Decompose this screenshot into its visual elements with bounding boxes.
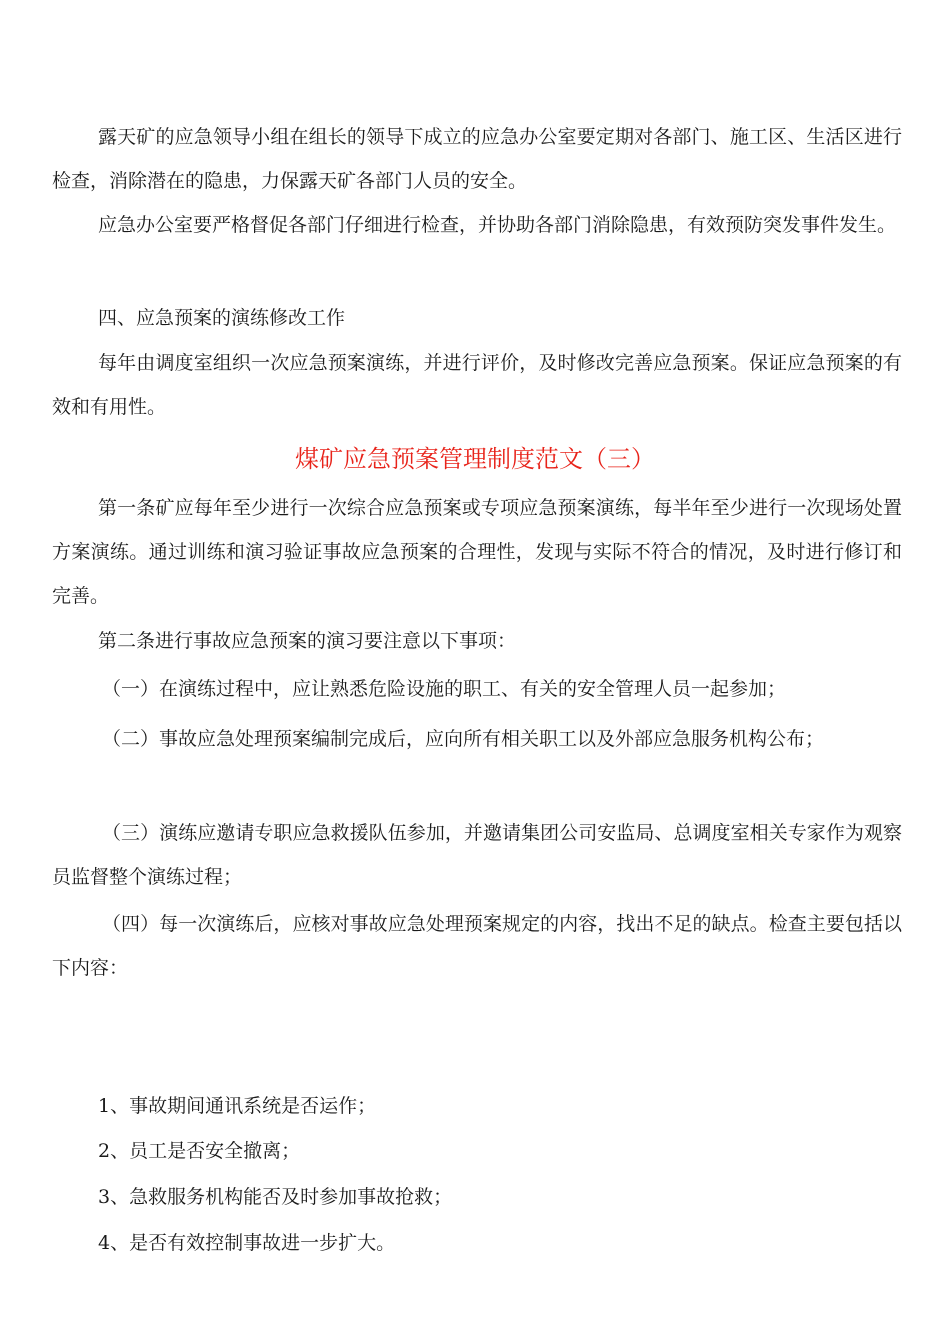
checklist-item: 4、是否有效控制事故进一步扩大。 xyxy=(98,1232,396,1254)
paragraph-item-four: （四）每一次演练后，应核对事故应急处理预案规定的内容，找出不足的缺点。检查主要包括以下内容： xyxy=(52,913,902,979)
paragraph-item-one: （一）在演练过程中，应让熟悉危险设施的职工、有关的安全管理人员一起参加； xyxy=(102,678,787,700)
checklist-item: 3、急救服务机构能否及时参加事故抢救； xyxy=(98,1186,453,1208)
paragraph-item-two: （二）事故应急处理预案编制完成后，应向所有相关职工以及外部应急服务机构公布； xyxy=(102,728,825,750)
paragraph-item-three: （三）演练应邀请专职应急救援队伍参加，并邀请集团公司安监局、总调度室相关专家作为观察员监督整个演练过程； xyxy=(52,822,902,888)
section-heading-drill: 四、应急预案的演练修改工作 xyxy=(98,307,346,329)
section-title: 煤矿应急预案管理制度范文（三） xyxy=(295,445,655,473)
paragraph-article-two: 第二条进行事故应急预案的演习要注意以下事项： xyxy=(98,630,517,652)
paragraph-supervision: 应急办公室要严格督促各部门仔细进行检查，并协助各部门消除隐患，有效预防突发事件发生。 xyxy=(98,214,897,236)
paragraph-annual-drill: 每年由调度室组织一次应急预案演练，并进行评价，及时修改完善应急预案。保证应急预案的有效和有用性。 xyxy=(52,352,902,418)
paragraph-inspection: 露天矿的应急领导小组在组长的领导下成立的应急办公室要定期对各部门、施工区、生活区进行检查，消除潜在的隐患，力保露天矿各部门人员的安全。 xyxy=(52,126,902,192)
paragraph-article-one: 第一条矿应每年至少进行一次综合应急预案或专项应急预案演练，每半年至少进行一次现场处置方案演练。通过训练和演习验证事故应急预案的合理性，发现与实际不符合的情况，及时进行修订和完善。 xyxy=(52,497,902,607)
checklist-item: 1、事故期间通讯系统是否运作； xyxy=(98,1095,377,1117)
checklist-item: 2、员工是否安全撤离； xyxy=(98,1140,301,1162)
